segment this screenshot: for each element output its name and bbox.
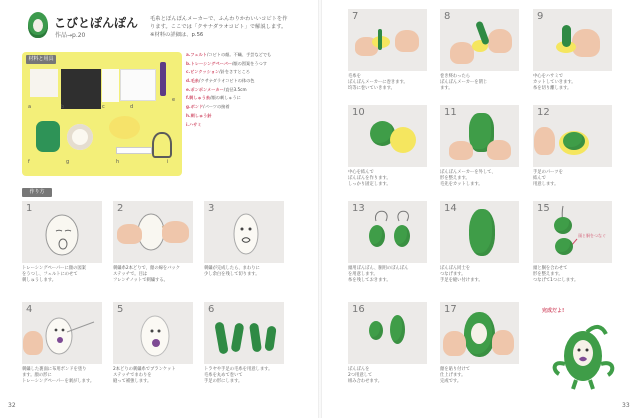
step-number: 10 <box>352 107 365 118</box>
caption-line: 刺繍が完成したら、まわりに <box>204 266 260 271</box>
caption-line: 少し余白を残して切ります。 <box>204 272 260 277</box>
step-photo-5 <box>113 302 193 364</box>
caption-line: つなげて1つにします。 <box>533 278 579 283</box>
step-number: 11 <box>444 107 457 118</box>
material-letter: i <box>167 159 169 165</box>
step-caption-1 <box>22 266 104 284</box>
step-caption-10 <box>348 170 434 188</box>
page-number: 32 <box>8 402 16 409</box>
step-photo-9 <box>533 9 612 71</box>
caption-line: ぽんぽんメーカーを外して、 <box>440 170 496 175</box>
material-item-text: /コビトの顔。不織、手芸などでも <box>206 52 272 57</box>
material-item-text: /パーツの接着 <box>203 104 230 110</box>
step-photo-17 <box>440 302 519 364</box>
caption-line: 巻き終わったら <box>440 74 471 79</box>
yarn-ball <box>36 121 60 152</box>
caption-line: トラヤや手足の毛糸を用意します。 <box>204 367 273 372</box>
material-item-label: i.ハサミ <box>186 121 202 127</box>
steps-label: 作り方 <box>22 188 52 197</box>
right-page <box>322 0 640 418</box>
material-item <box>186 52 306 58</box>
step-number: 15 <box>537 203 550 214</box>
caption-line: 顔を貼り付けて <box>440 367 471 372</box>
caption-line: ステッチで。目は <box>113 272 148 277</box>
caption-line: フレンチノットで刺繍する。 <box>113 278 168 283</box>
material-letter: b <box>61 104 65 110</box>
caption-line: 用意します。 <box>533 182 559 187</box>
page-number: 33 <box>622 402 630 409</box>
caption-line: 縫って補強します。 <box>113 379 152 384</box>
step-caption-6 <box>204 367 290 385</box>
material-item-label: h.刺しゅう針 <box>186 112 212 118</box>
step-number: 12 <box>537 107 550 118</box>
step-photo-1 <box>22 201 102 263</box>
step-number: 6 <box>208 304 215 315</box>
caption-line: 手足のパーツを <box>533 170 563 175</box>
caption-line: 完成です。 <box>440 379 462 384</box>
material-item-label: g.ボンド <box>186 104 204 110</box>
step-caption-3 <box>204 266 290 278</box>
material-item-label: b.トレーシングペーパー <box>186 60 232 66</box>
page-title: こびとぽんぽん <box>54 16 139 30</box>
caption-line: トレーシングペーパーを剥がします。 <box>22 379 95 384</box>
step-photo-16 <box>348 302 427 364</box>
caption-line: ぽんぽん同士を <box>440 266 471 271</box>
step-photo-6 <box>204 302 284 364</box>
step-number: 5 <box>117 304 124 315</box>
glue-tube <box>116 147 152 154</box>
step-caption-11 <box>440 170 526 188</box>
step-photo-8 <box>440 9 519 71</box>
material-item-label: c.ピンクッション <box>186 69 220 75</box>
material-item <box>186 104 306 110</box>
step-caption-12 <box>533 170 619 188</box>
finished-kobito <box>545 316 623 391</box>
materials-panel <box>22 52 182 176</box>
materials-list <box>186 52 306 130</box>
material-item-label: f.刺しゅう糸 <box>186 95 211 101</box>
step-caption-9 <box>533 74 619 92</box>
step-photo-13 <box>348 201 427 263</box>
caption-line: 均等に巻いていきます。 <box>348 86 395 91</box>
step-caption-2 <box>113 266 199 284</box>
step-number: 7 <box>352 11 359 22</box>
material-item <box>186 69 306 75</box>
pompom-maker <box>109 116 140 139</box>
step-number: 13 <box>352 203 365 214</box>
pink-board <box>120 69 156 101</box>
step-caption-5 <box>113 367 199 385</box>
caption-line: 組み合わせます。 <box>348 379 383 384</box>
caption-line: 手足を縫い付けます。 <box>440 278 483 283</box>
material-item <box>186 78 306 84</box>
step-photo-4 <box>22 302 102 364</box>
step-number: 2 <box>117 203 124 214</box>
thread-spool <box>67 124 93 150</box>
step-number: 9 <box>537 11 544 22</box>
step-photo-7 <box>348 9 427 71</box>
material-letter: f <box>28 159 30 165</box>
caption-line: 中心を結んで <box>348 170 374 175</box>
caption-line: トレーシングペーパーに顔の図案 <box>22 266 86 271</box>
caption-line: 形を整えます。 <box>440 176 470 181</box>
step-photo-11 <box>440 105 519 167</box>
caption-line: 中心をハサミで <box>533 74 564 79</box>
caption-line: 結んで <box>533 176 546 181</box>
material-letter: a <box>28 104 32 110</box>
caption-line: ぽんぽんを作ります。 <box>348 176 391 181</box>
caption-line: 形を整えます。 <box>533 272 563 277</box>
step-number: 8 <box>444 11 451 22</box>
caption-line: を用意します。 <box>348 272 378 277</box>
step-number: 4 <box>26 304 33 315</box>
step-photo-3 <box>204 201 284 263</box>
caption-line: 毛糸を <box>348 74 361 79</box>
step-number: 1 <box>26 203 33 214</box>
material-letter: g <box>66 159 70 165</box>
caption-line: ぽんぽんを <box>348 367 370 372</box>
intro-line: ります。ここでは「クサナダラオコビト」で解説します。 <box>150 24 287 30</box>
caption-line: 毛先をカットします。 <box>440 182 483 187</box>
caption-line: 手足の形にします。 <box>204 379 243 384</box>
step-caption-7 <box>348 74 434 92</box>
step-number: 16 <box>352 304 365 315</box>
material-item <box>186 122 306 128</box>
caption-line: しっかり固定します。 <box>348 182 391 187</box>
material-item <box>186 113 306 119</box>
complete-label: 完成だよ! <box>542 308 565 314</box>
step-number: 14 <box>444 203 457 214</box>
caption-line: をうつし、フェルトにのせて <box>22 272 78 277</box>
intro-text <box>150 15 300 39</box>
material-item-text: /顔の刺しゅうに <box>210 95 241 101</box>
caption-line: ます。顔の形に <box>22 373 52 378</box>
material-item <box>186 87 306 93</box>
material-item <box>186 61 306 67</box>
material-item-text: /針をさすところ <box>219 69 250 75</box>
step-caption-13 <box>348 266 434 284</box>
caption-line: つなげます。 <box>440 272 466 277</box>
caption-line: 刺繍した裏面に布用ボンドを塗り <box>22 367 87 372</box>
material-letter: e <box>172 97 176 103</box>
material-item-label: e.ポンポンメーカー <box>186 86 224 92</box>
step-number: 3 <box>208 203 215 214</box>
step-photo-12 <box>533 105 612 167</box>
caption-line: 2つ用意して <box>348 373 373 378</box>
step-photo-10 <box>348 105 427 167</box>
step-photo-14 <box>440 201 519 263</box>
material-item-text: /直径3.5cm <box>223 86 247 92</box>
step-photo-2 <box>113 201 193 263</box>
step-caption-14 <box>440 266 526 284</box>
tracing-paper <box>61 69 101 109</box>
join-note: 頭と胴をつなぐ <box>578 233 606 238</box>
material-letter: d <box>130 104 134 110</box>
caption-line: カットしていきます。 <box>533 80 576 85</box>
caption-line: 糸を残しておきます。 <box>348 278 391 283</box>
material-letter: c <box>102 104 105 110</box>
pincushion <box>102 69 119 102</box>
material-item-text: /クサナダラオコビトの体の色 <box>198 78 255 84</box>
left-page <box>0 0 318 418</box>
caption-line: ぽんぽんメーカーを閉じ <box>440 80 488 85</box>
caption-line: 毛糸を丸めて巻いて <box>204 373 243 378</box>
caption-line: ステッチでまわりを <box>113 373 152 378</box>
caption-line: 刺繍糸2本どりで、顔の線をバック <box>113 266 181 271</box>
materials-label: 材料と用具 <box>26 55 56 64</box>
felt-sheet <box>30 69 58 97</box>
caption-line: 糸を切り離します。 <box>533 86 572 91</box>
caption-line: 刺しゅうします。 <box>22 278 57 283</box>
caption-line: 2本どりの刺繍糸でブランケット <box>113 367 176 372</box>
material-item-text: /顔の図案をうつす <box>231 60 267 66</box>
step-number: 17 <box>444 304 457 315</box>
page-subtitle: 作品→p.20 <box>55 32 86 39</box>
material-item-label: a.フェルト <box>186 52 207 57</box>
material-item-label: d.毛糸 <box>186 78 199 84</box>
kobito-icon <box>28 12 48 38</box>
embroidery-thread <box>160 62 166 96</box>
step-caption-15 <box>533 266 619 284</box>
step-caption-16 <box>348 367 434 385</box>
scissors <box>152 132 172 158</box>
caption-line: ぽんぽんメーカーに巻きます。 <box>348 80 408 85</box>
caption-line: 頭用ぽんぽん、胴用のぽんぽん <box>348 266 409 271</box>
material-letter: h <box>116 159 120 165</box>
step-photo-15 <box>533 201 612 263</box>
material-item <box>186 95 306 101</box>
step-caption-17 <box>440 367 526 385</box>
intro-line: 毛糸とぽんぽんメーカーで、ふんわりかわいいコビトを作 <box>150 16 288 22</box>
step-caption-4 <box>22 367 106 385</box>
step-caption-8 <box>440 74 526 92</box>
caption-line: 頭と胴を合わせて <box>533 266 568 271</box>
intro-line: ※材料の詳細は、p.56 <box>150 32 204 38</box>
caption-line: 仕上げます。 <box>440 373 466 378</box>
caption-line: ます。 <box>440 86 453 91</box>
